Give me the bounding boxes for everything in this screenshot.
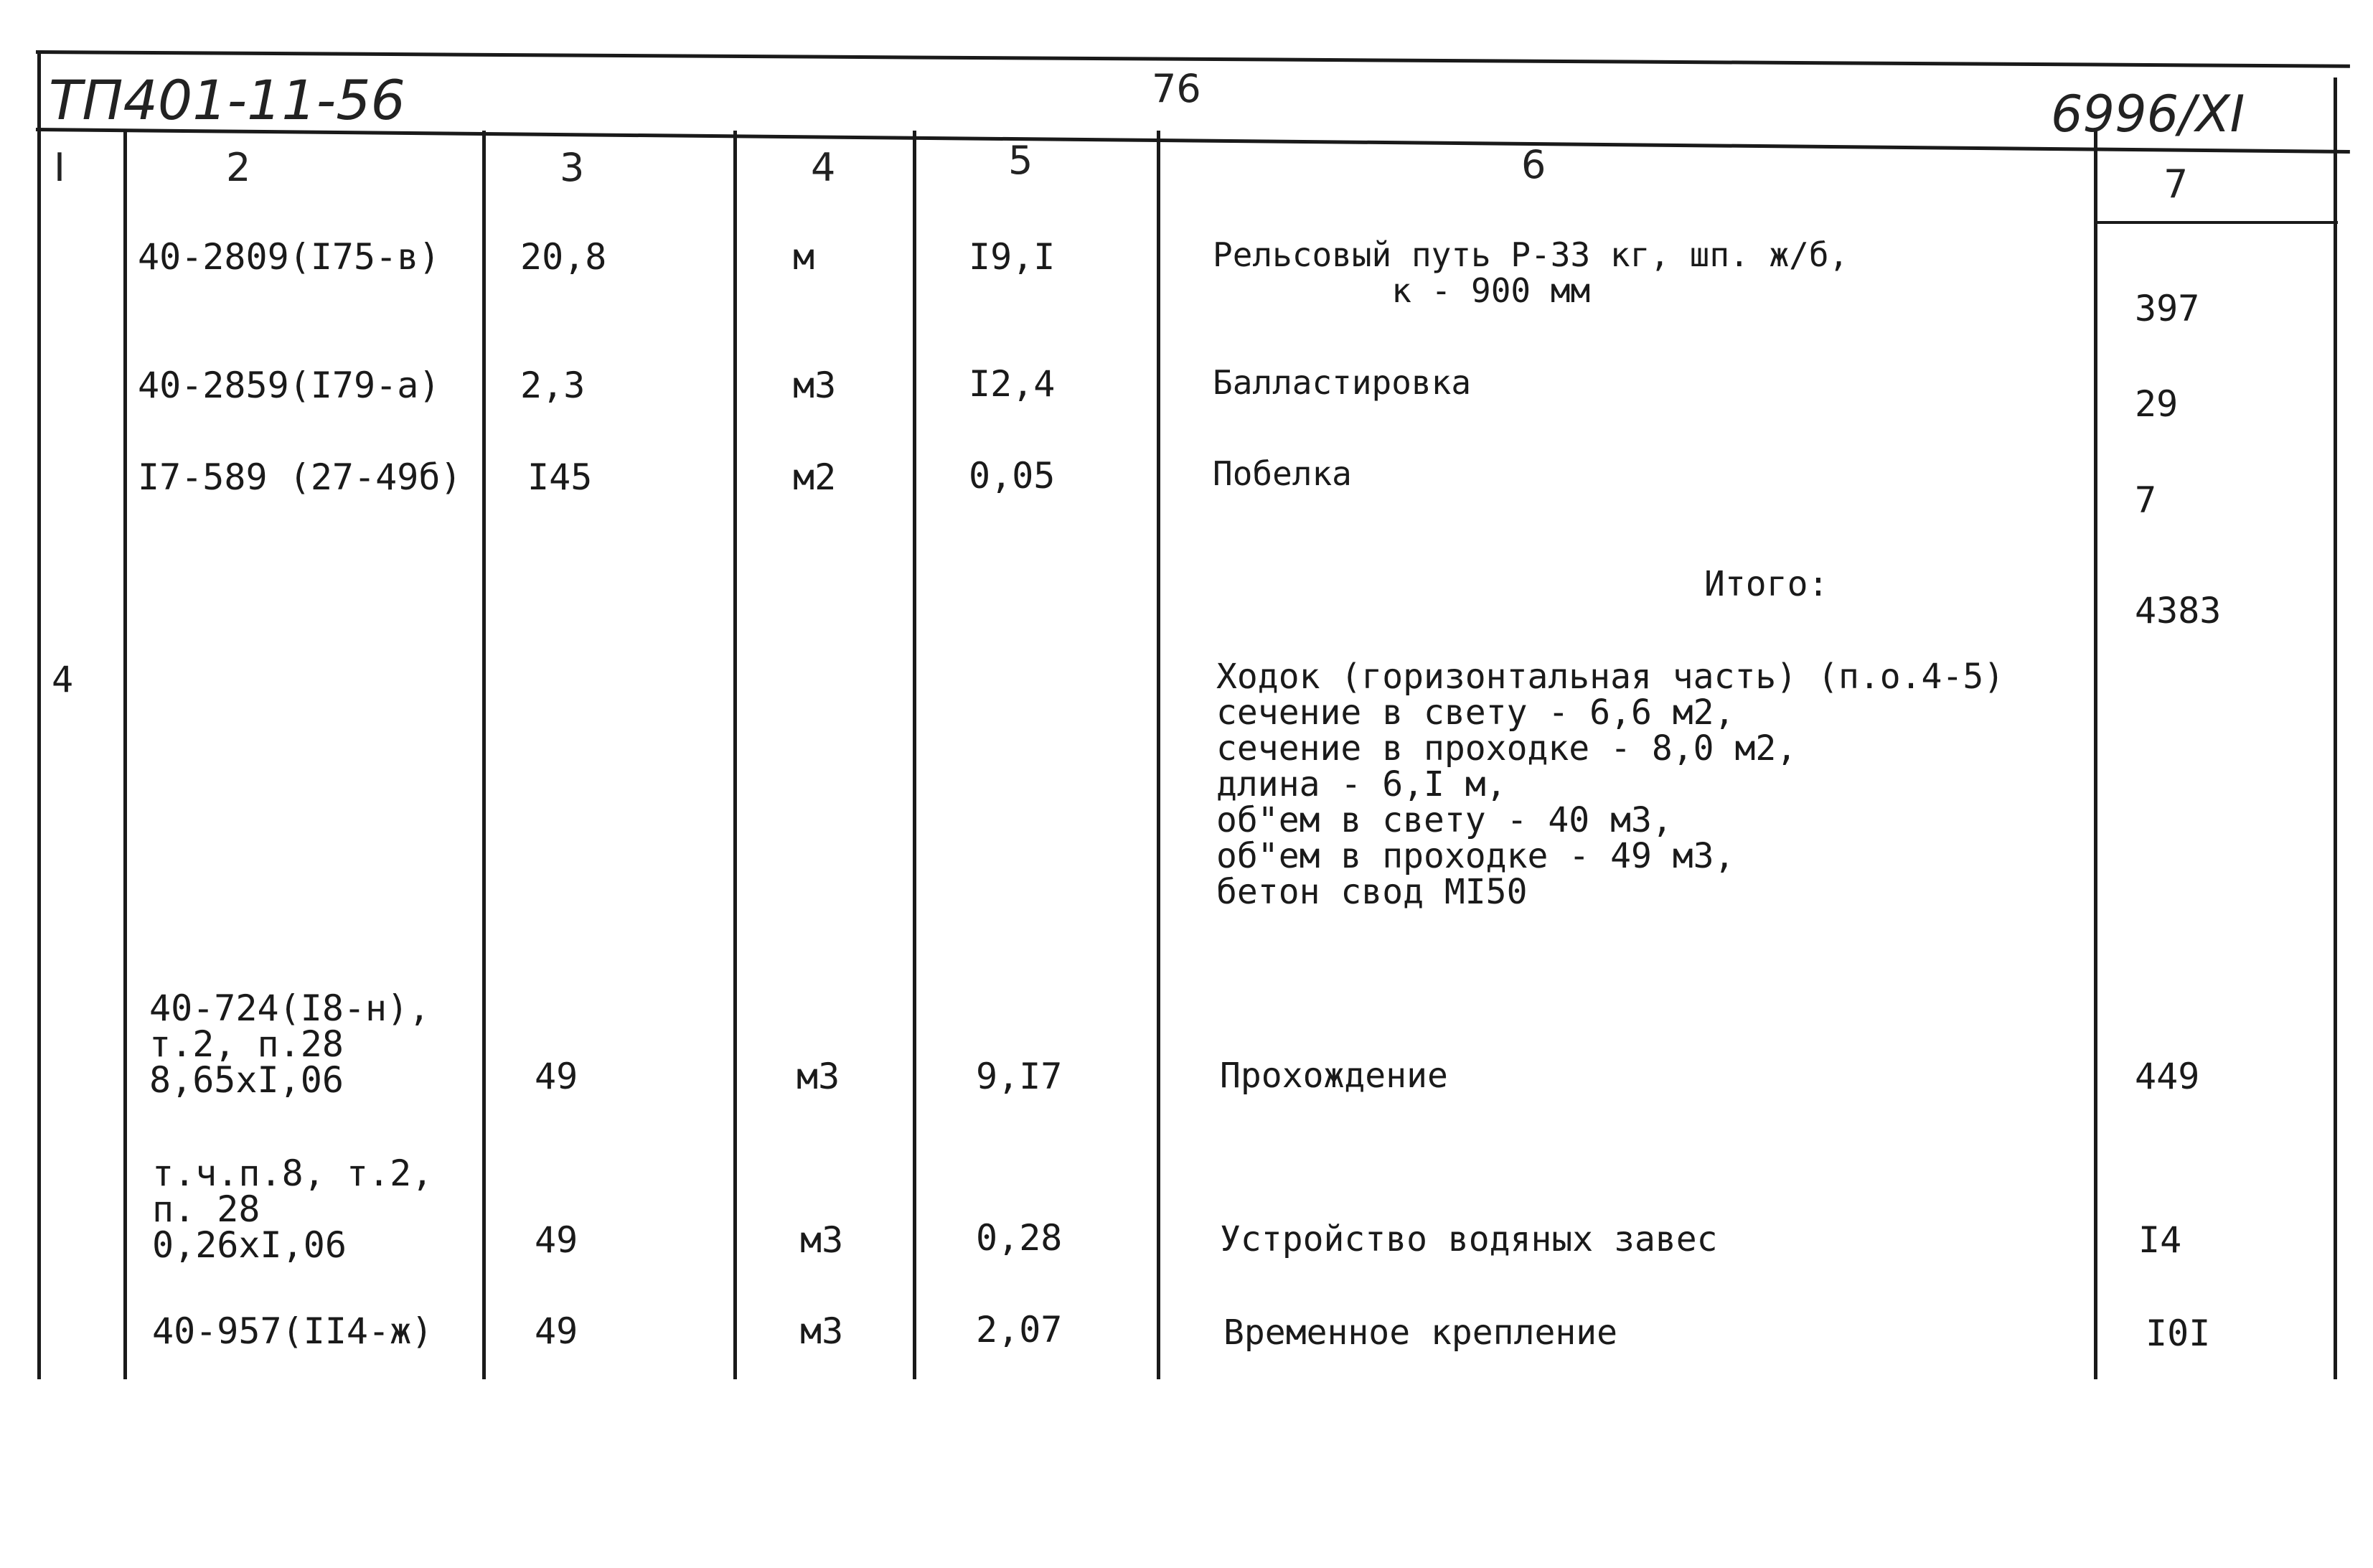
row5-unit: м3 [797,1056,840,1097]
row1-qty: 2,3 [520,365,586,406]
left-border [37,52,41,1379]
row2-price: 0,05 [969,455,1056,497]
col-header-6: 6 [1521,142,1546,187]
row6-code: т.ч.п.8, т.2, п. 28 0,26хI,06 [152,1152,433,1266]
col-header-2: 2 [226,145,251,190]
row5-price: 9,I7 [976,1056,1063,1097]
row2-qty: I45 [527,456,593,498]
row1-total: 29 [2135,383,2179,425]
row7-total: I0I [2146,1313,2211,1354]
row5-code: 40-724(I8-н), т.2, п.28 8,65хI,06 [149,987,431,1101]
table-top-border [36,50,2350,68]
row0-unit: м [793,236,815,278]
row1-unit: м3 [793,365,837,406]
row7-desc: Временное крепление [1223,1313,1618,1353]
row0-price: I9,I [969,236,1056,278]
row0-qty: 20,8 [520,236,607,278]
row3-desc: Итого: [1704,564,1829,604]
page-number: 76 [1152,66,1201,111]
col-sep-6 [2094,131,2097,1379]
row7-price: 2,07 [976,1309,1063,1351]
col-sep-3 [733,131,737,1379]
row0-total: 397 [2135,288,2200,329]
row5-total: 449 [2135,1056,2200,1097]
row5-desc: Прохождение [1220,1056,1448,1096]
row1-code: 40-2859(I79-а) [138,365,441,406]
sheet-code: 6996/XI [2051,85,2245,144]
row7-code: 40-957(II4-ж) [152,1310,433,1352]
row4-section-number: 4 [52,659,74,700]
row7-qty: 49 [535,1310,578,1352]
row0-desc: Рельсовый путь Р-33 кг, шп. ж/б, к - 900 мм [1213,235,1849,310]
row1-desc: Балластировка [1213,363,1472,402]
row6-total: I4 [2138,1219,2182,1261]
row6-qty: 49 [535,1219,578,1261]
col-sep-1 [123,131,127,1379]
row2-code: I7-589 (27-49б) [138,456,462,498]
col-header-1: I [54,145,65,190]
col-sep-2 [482,131,486,1379]
row6-price: 0,28 [976,1217,1063,1259]
doc-code: ТП401-11-56 [49,68,405,132]
right-border [2334,78,2337,1379]
col-header-7: 7 [2163,161,2189,207]
row1-price: I2,4 [969,363,1056,405]
row5-qty: 49 [535,1056,578,1097]
col-header-3: 3 [560,145,585,190]
col-sep-5 [1157,131,1160,1379]
col-header-5: 5 [1008,138,1033,183]
row2-desc: Побелка [1213,454,1352,493]
row0-code: 40-2809(I75-в) [138,236,441,278]
col-header-4: 4 [811,145,836,190]
row4-desc: Ходок (горизонтальная часть) (п.о.4-5) сечение в свету - 6,6 м2, сечение в проходке - 8,0 м2, длина - 6,I м, об"ем в свету - 40 м3, об"ем в проходке - 49 м3, бетон свод МI50 [1216,657,2005,912]
row3-total: 4383 [2135,590,2222,632]
row6-unit: м3 [800,1219,844,1261]
col7-header-divider [2094,221,2338,224]
row7-unit: м3 [800,1310,844,1352]
row2-total: 7 [2135,479,2157,521]
row6-desc: Устройство водяных завес [1220,1219,1718,1259]
row2-unit: м2 [793,456,837,498]
col-sep-4 [913,131,916,1379]
